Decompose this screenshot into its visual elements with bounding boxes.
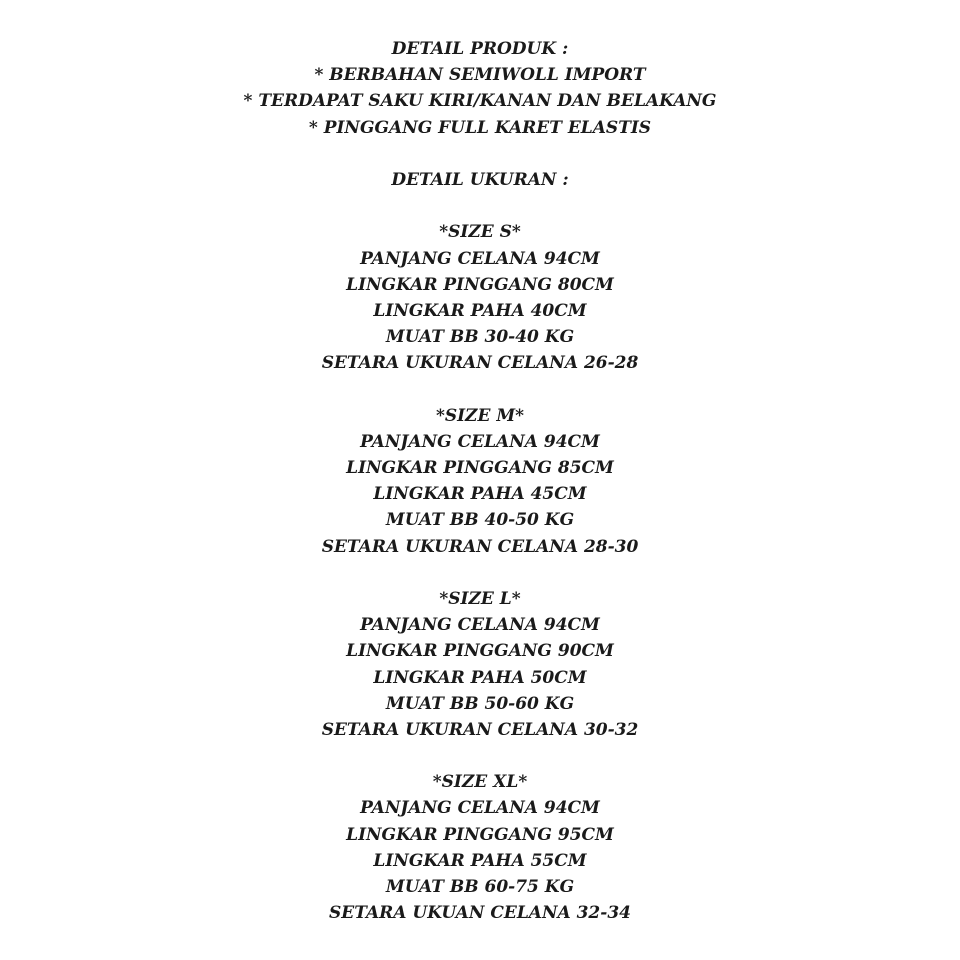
size-title: *SIZE XL*	[432, 772, 528, 793]
size-weight-range: MUAT BB 60-75 KG	[385, 877, 575, 897]
size-equivalent: SETARA UKUAN CELANA 32-34	[329, 903, 631, 924]
feature-material: * BERBAHAN SEMIWOLL IMPORT	[314, 65, 646, 86]
size-thigh: LINGKAR PAHA 40CM	[373, 300, 587, 321]
size-waist: LINGKAR PINGGANG 85CM	[346, 458, 614, 478]
size-waist: LINGKAR PINGGANG 90CM	[346, 641, 614, 662]
product-description	[0, 36, 960, 926]
size-block-l	[0, 586, 960, 743]
size-weight-range: MUAT BB 30-40 KG	[385, 327, 575, 348]
size-block-m	[0, 403, 960, 560]
size-thigh: LINGKAR PAHA 55CM	[373, 850, 587, 871]
size-equivalent: SETARA UKURAN CELANA 28-30	[321, 536, 639, 557]
size-pants-length: PANJANG CELANA 94CM	[360, 248, 600, 269]
product-detail-heading: DETAIL PRODUK :	[391, 39, 569, 59]
size-pants-length: PANJANG CELANA 94CM	[360, 431, 600, 452]
size-thigh: LINGKAR PAHA 45CM	[373, 484, 587, 505]
size-title: *SIZE S*	[439, 222, 521, 243]
spacer	[0, 743, 960, 769]
size-weight-range: MUAT BB 50-60 KG	[385, 693, 575, 714]
size-equivalent: SETARA UKURAN CELANA 26-28	[321, 353, 639, 374]
spacer	[0, 141, 960, 167]
size-thigh: LINGKAR PAHA 50CM	[373, 667, 587, 688]
size-waist: LINGKAR PINGGANG 95CM	[346, 824, 614, 845]
spacer	[0, 376, 960, 402]
size-waist: LINGKAR PINGGANG 80CM	[346, 274, 614, 295]
size-block-s	[0, 219, 960, 376]
size-title: *SIZE L*	[439, 588, 521, 609]
feature-pockets: * TERDAPAT SAKU KIRI/KANAN DAN BELAKANG	[243, 91, 717, 112]
size-equivalent: SETARA UKURAN CELANA 30-32	[321, 719, 639, 740]
size-block-xl	[0, 769, 960, 926]
size-pants-length: PANJANG CELANA 94CM	[360, 798, 600, 819]
size-pants-length: PANJANG CELANA 94CM	[360, 615, 600, 636]
size-title: *SIZE M*	[435, 405, 525, 426]
feature-waistband: * PINGGANG FULL KARET ELASTIS	[308, 117, 652, 138]
spacer	[0, 560, 960, 586]
size-weight-range: MUAT BB 40-50 KG	[385, 510, 575, 531]
spacer	[0, 193, 960, 219]
size-detail-heading: DETAIL UKURAN :	[391, 169, 569, 190]
